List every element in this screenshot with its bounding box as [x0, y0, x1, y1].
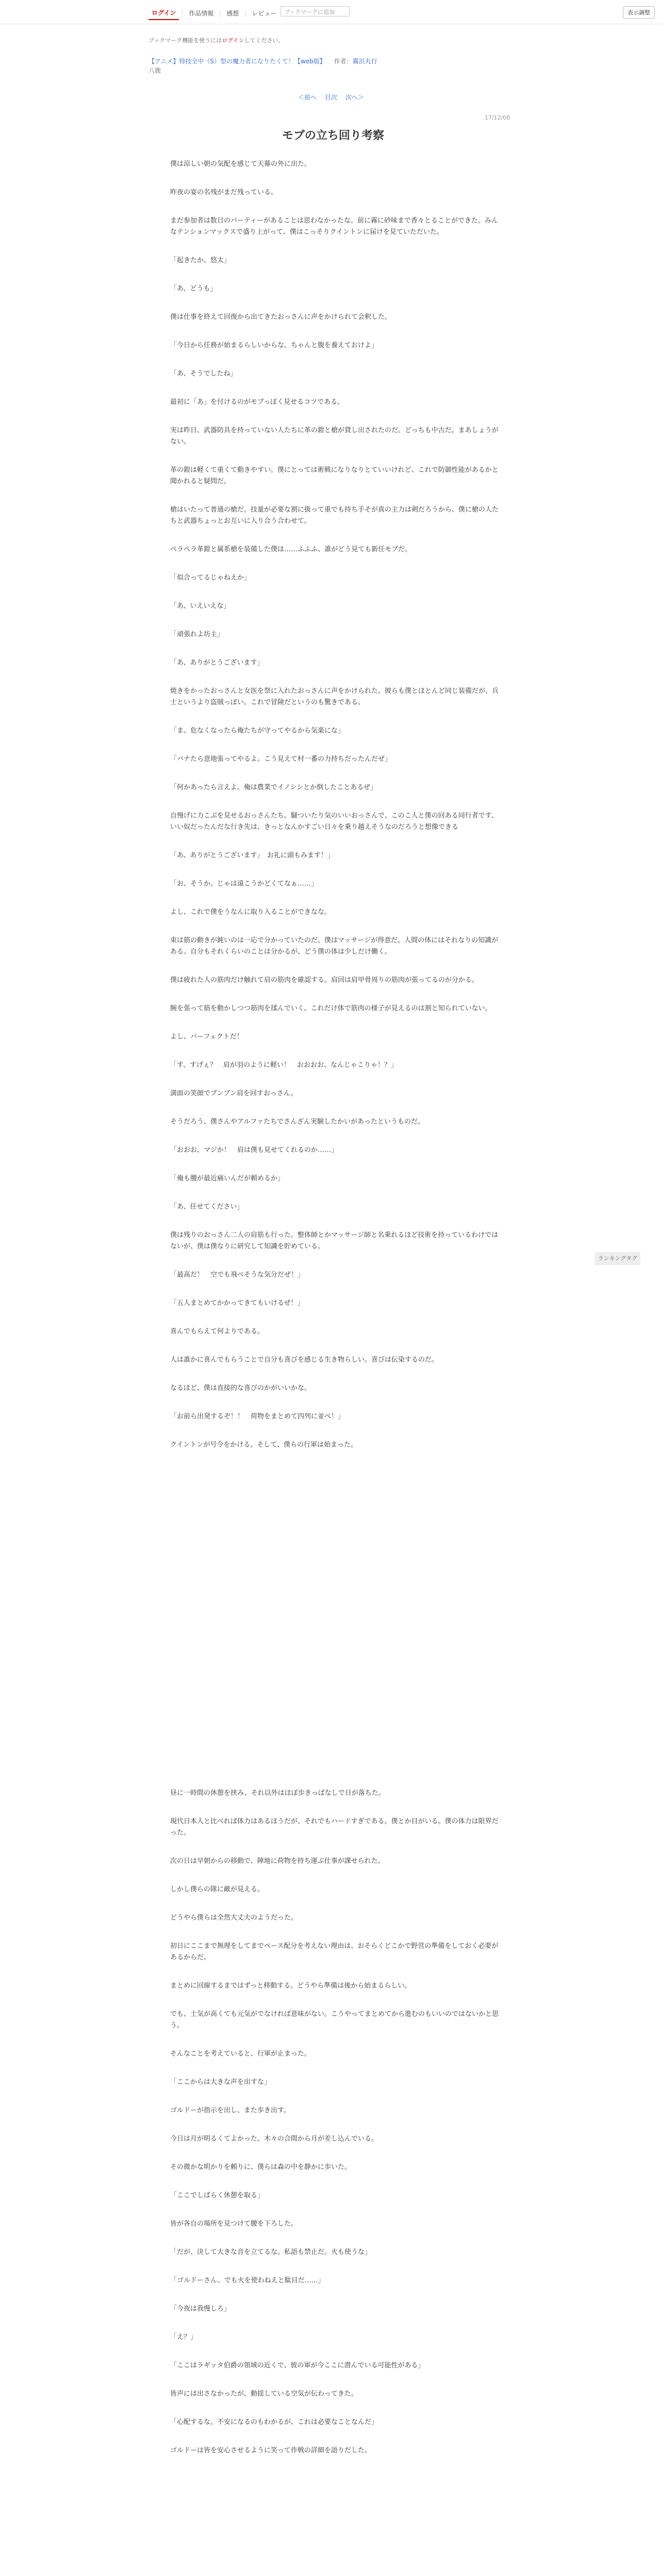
story-paragraph: 「起きたか、悠太」 [170, 257, 231, 264]
story-paragraph: 次の日は早朝からの移動で、陣地に荷物を持ち運ぶ仕事が課せられた。 [170, 1857, 385, 1865]
story-paragraph: 「お、そうか。じゃは遠こうかどくてなぁ……」 [170, 880, 318, 888]
story-paragraph: 「似合ってるじゃねえか」 [170, 574, 251, 582]
story-paragraph: 「今日から任務が始まるらしいからな、ちゃんと腹を養えておけよ」 [170, 342, 378, 349]
story-paragraph: 「ここでしばらく休憩を取る」 [170, 2192, 264, 2199]
login-link[interactable]: ログイン [148, 6, 179, 20]
story-paragraph: 「バナたら意地張ってやるよ。こう見えて村一番の力持ちだったんだぜ」 [170, 755, 392, 763]
story-paragraph: 初日にここまで無理をしてまでペース配分を考えない理由は、おそらくどこかで野営の準備をしておく必要があるからだ。 [170, 1942, 499, 1961]
story-paragraph: 人は誰かに喜んでもらうことで自分も喜びを感じる生き物らしい。喜びは伝染するのだ。 [170, 1356, 439, 1364]
story-paragraph: まだ参加者は数日のパーティーがあることは思わなかったな。前に霧に砂味まで香々とることができた。みんなテンションマックスで盛り上がって、僕はこっそりクイントンに届けを見ていただいた。 [170, 217, 498, 236]
story-paragraph: 「何かあったら言えよ。俺は農業でイノシシとか倒したことあるぜ」 [170, 784, 377, 791]
author-label: 作者： [334, 58, 353, 65]
story-paragraph: 「だが、決して大きな音を立てるな。私語も禁止だ。火も使うな」 [170, 2248, 372, 2256]
story-paragraph: 皆声には出さなかったが、動揺している空気が伝わってきた。 [170, 2390, 358, 2398]
story-paragraph: 「おおお、マジか！ 肩は僕も見せてくれるのか……」 [170, 1146, 338, 1154]
story-body-part2 [170, 1788, 500, 2473]
story-paragraph: ゴルドーは皆を安心させるように笑って作戦の詳細を語りだした。 [170, 2447, 372, 2454]
story-paragraph: 焼きをかったおっさんと女医を祭に入れたおっさんに声をかけられた。彼らも僕とほとんど同じ装備だが、兵士というより盗賊っぽい。これで冒険だというのも驚きである。 [170, 687, 499, 706]
story-paragraph: そうだろう、僕さんやアルファたちでさんざん実験したかいがあったというものだ。 [170, 1118, 424, 1126]
story-paragraph: 「ここはラギッタ伯爵の領域の近くで、彼の軍が今ここに潜んでいる可能性がある」 [170, 2362, 425, 2369]
story-paragraph: 「あ、どうも」 [170, 285, 217, 293]
story-paragraph: 「え？」 [170, 2333, 197, 2341]
story-paragraph: 満面の笑顔でブンブン肩を回すおっさん。 [170, 1090, 297, 1097]
author-link[interactable]: 霧浜丸行 [352, 58, 377, 65]
story-paragraph: 喜んでもらえて何よりである。 [170, 1328, 264, 1335]
story-paragraph: 皆が各自の場所を見つけて腰を下ろした。 [170, 2220, 298, 2228]
story-paragraph: 槍はいたって普通の槍だ。技量が必要な割に扱って重でも持ち手そが真の主力は剣だろうから、僕に槍の人たちと武器ちょっとお互いに入り合う合わせて。 [170, 506, 499, 525]
story-paragraph: 今日は月が明るくてよかった。木々の合間から月が差し込んでいる。 [170, 2135, 378, 2143]
post-date: 17/12/08 [485, 114, 510, 121]
story-paragraph: 「今夜は我慢しろ」 [170, 2305, 231, 2313]
prev-link[interactable]: ＜前へ [298, 94, 317, 101]
story-paragraph: 実は昨日、武器防具を持っていない人たちに革の鎧と槍が貸し出されたのだ。どっちも中古だ。まあしょうがない。 [170, 427, 499, 446]
story-paragraph: 最初に「あ」を付けるのがモブっぽく見せるコツである。 [170, 398, 344, 406]
story-paragraph: 「あ、ありがとうございます」 [170, 659, 264, 667]
story-paragraph: 「ここからは大きな声を出すな」 [170, 2078, 271, 2086]
nav-item-reviews[interactable]: レビュー [252, 10, 277, 17]
story-paragraph: 「あ、任せてください」 [170, 1203, 244, 1211]
story-paragraph: 「ゴルドーさん、でも火を使わねえと駄目だ……」 [170, 2277, 325, 2284]
series-title[interactable]: 【アニメ】特技全中（S）型の魔力者になりたくて！【web版】 [148, 58, 326, 65]
bookmark-login-link[interactable]: ログイン [222, 37, 244, 44]
story-paragraph: 「す、すげぇ？ 肩が羽のように軽い！ おおおお、なんじゃこりゃ！？」 [170, 1061, 398, 1069]
story-paragraph: よし、これで僕をうなんに取り入ることができなな。 [170, 908, 332, 916]
top-bar [0, 0, 662, 24]
story-paragraph: クイントンが号令をかける。そして、僕らの行軍は始まった。 [170, 1441, 358, 1449]
top-nav [148, 6, 279, 20]
story-paragraph: 「俺も腰が最近痛いんだが頼めるか」 [170, 1175, 285, 1182]
bookmark-note [148, 36, 284, 44]
story-paragraph: 革の鎧は軽くて重くて動きやすい。僕にとっては術戦になりなりとていいけれど、これで防御性能があるかと聞かれると疑問だ。 [170, 466, 499, 485]
next-link[interactable]: 次へ＞ [345, 94, 364, 101]
episode-label: 八鹿 [148, 67, 161, 74]
story-paragraph: 「五人まとめてかかってきてもいけるぜ！」 [170, 1299, 304, 1307]
story-paragraph: どうやら僕らは全然大丈夫のようだった。 [170, 1914, 298, 1922]
story-paragraph: まとめに回線するまではずっと移動する。どうやら準備は後から始まるらしい。 [170, 1982, 411, 1990]
story-paragraph: しかし僕らの隊に敵が見える。 [170, 1886, 264, 1893]
story-paragraph: 昨夜の宴の名残がまだ残っている。 [170, 189, 278, 196]
nav-item-impressions[interactable]: 感想 [226, 10, 239, 17]
bookmark-add-box[interactable]: ブックマークに追加 [280, 6, 350, 16]
story-paragraph: 腕を張って筋を動かしつつ筋肉を揉んでいく。これだけ体で筋肉の様子が見えるのは割と知られていない。 [170, 1005, 492, 1012]
display-settings-button[interactable]: 表示調整 [623, 6, 655, 19]
story-paragraph: でも、士気が高くても元気がでなければ意味がない。こうやってまとめてから進むのもいいのではないかと思う。 [170, 2010, 499, 2029]
story-paragraph: 束は筋の動きが鈍いのは一応で分かっていたのだ。僕はマッサージが得意だ。人間の体にはそれなりの知識がある。自分もそれくらいのことは分かるが、どう僕の体は少しだけ働く。 [170, 937, 499, 956]
chapter-title: モブの立ち回り考察 [282, 129, 384, 142]
story-paragraph: 僕は残りのおっさん二人の肩筋も行った。整体師とかマッサージ師と名乗れるほど技術を持っているわけではないが、僕は僕なりに研究して知識を貯めている。 [170, 1231, 499, 1250]
story-paragraph: 「あ、そうでしたね」 [170, 370, 237, 378]
story-paragraph: 「頑張れよ坊主」 [170, 631, 224, 638]
story-body [170, 159, 500, 1468]
nav-item-info[interactable]: 作品情報 [189, 10, 214, 17]
story-paragraph: 現代日本人と比べれば体力はあるほうだが、それでもハードすぎである。僕とか目がいる。僕の体力は限界だった。 [170, 1818, 499, 1837]
story-paragraph: よし、パーフェクトだ！ [170, 1033, 243, 1041]
series-header [148, 57, 518, 75]
story-paragraph: 昼に一時間の休憩を挟み、それ以外はほぼ歩きっぱなしで日が落ちた。 [170, 1789, 385, 1797]
story-paragraph: 「あ、ありがとうございます」 お礼に頭もみます！」 [170, 852, 334, 859]
story-paragraph: 「ま、危なくなったら俺たちが守ってやるから気楽にな」 [170, 727, 345, 735]
story-paragraph: 僕は疲れた人の筋肉だけ触れて肩の筋肉を確認する。肩回は肩甲骨周りの筋肉が張ってるのが分かる。 [170, 976, 479, 984]
story-paragraph: 僕は涼しい朝の気配を感じて天幕の外に出た。 [170, 160, 311, 168]
story-paragraph: 自慢げに力こぶを見せるおっさんたち。騒ついたり気のいいおっさんで、このこ人と僕の回ある同行者です、いい奴だったんだな行き先は、きっとなんかすごい日々を乗り越えそうなのだろうと想像できる [170, 812, 498, 831]
pager-top [0, 93, 662, 101]
story-paragraph: 「お前ら出発するぞ！！ 荷物をまとめて四列に並べ！」 [170, 1413, 345, 1420]
story-paragraph: 「心配するな。不安になるのもわかるが、これは必要なことなんだ」 [170, 2418, 378, 2426]
story-paragraph: そんなことを考えていると、行軍が止まった。 [170, 2050, 311, 2058]
bookmark-note-suffix: してください。 [244, 37, 284, 44]
story-paragraph: ゴルドーが指示を出し、また歩き出す。 [170, 2107, 290, 2114]
story-paragraph: ペラペラ革鎧と属系槍を装備した僕は……ふふふ、誰がどう見ても新任モブだ。 [170, 546, 412, 553]
story-paragraph: その微かな明かりを頼りに、僕らは森の中を静かに歩いた。 [170, 2163, 352, 2171]
toc-link[interactable]: 目次 [324, 94, 337, 101]
divider [182, 10, 183, 17]
story-paragraph: 「最高だ！ 空でも飛べそうな気分だぜ！」 [170, 1271, 305, 1279]
story-paragraph: なるほど、僕は直接的な喜びのかがいいかな。 [170, 1384, 311, 1392]
story-paragraph: 僕は仕事を終えて回復から出てきたおっさんに声をかけられて会釈した。 [170, 313, 392, 321]
story-paragraph: 「あ、いえいえな」 [170, 602, 230, 610]
ranking-tag-button[interactable]: ランキングタグ [595, 1252, 640, 1265]
bookmark-note-prefix: ブックマーク機能を使うには [148, 37, 222, 44]
